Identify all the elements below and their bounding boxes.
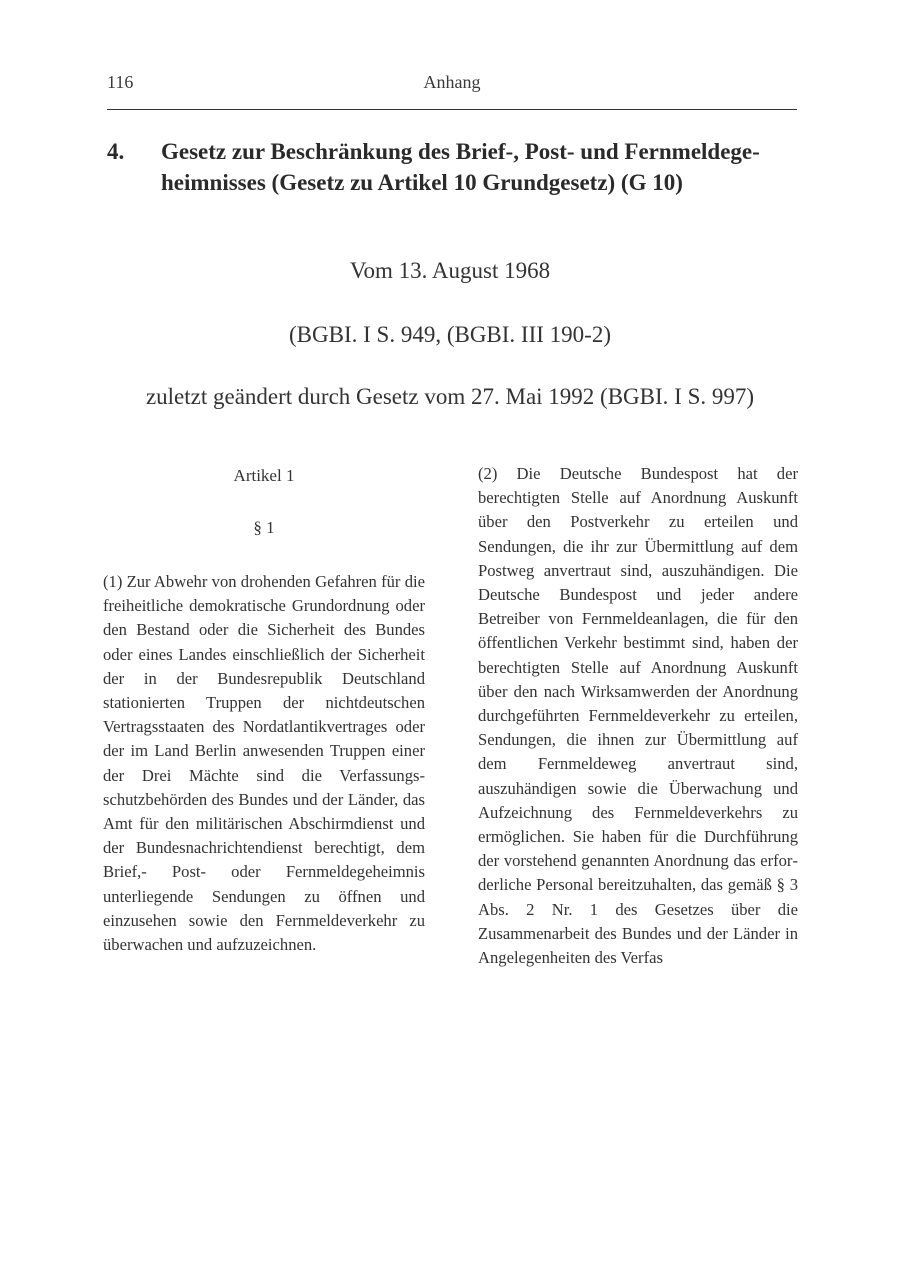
left-column — [103, 462, 425, 957]
page-header — [107, 72, 797, 100]
article-heading: Artikel 1 — [233, 466, 295, 485]
paragraph-1: (1) Zur Abwehr von drohenden Gefahren für die freiheitliche demokratische Grundordnung oder den Bestand oder die Sicherheit des Bundes oder eines Landes einschließlich der Sicherheit der in der Bundesrepublik Deutschland stationierten Truppen der nichtdeutschen Vertragsstaaten des Nordatlantikvertrages oder der im Land Berlin anwesenden Truppen einer der Drei Mächte sind die Verfassungsschutzbehörden des Bundes und der Länder, das Amt für den militärischen Abschirmdienst und der Bundesnachrichtendienst berechtigt, dem Brief,- Post- oder Fernmeldegeheimnis unterliegende Sendungen zu öffnen und einzusehen sowie den Fernmeldeverkehr zu überwachen und aufzuzeichnen. — [103, 572, 425, 955]
law-amendment-note: zuletzt geändert durch Gesetz vom 27. Mai 1992 (BGBI. I S. 997) — [145, 384, 755, 409]
running-title: Anhang — [423, 72, 481, 92]
section-number: 4. — [107, 139, 125, 164]
paragraph-2: (2) Die Deutsche Bundespost hat der berechtigten Stelle auf Anordnung Auskunft über den Postverkehr zu erteilen und Sendungen, die ihr zur Übermittlung auf dem Postweg anvertraut sind, auszuhändigen. Die Deutsche Bundespost und jeder andere Betreiber von Fernmeldeanlagen, die für den öffentlichen Verkehr bestimmt sind, haben der berechtigten Stelle auf Anordnung Auskunft über den nach Wirksamwerden der Anordnung durchgeführten Fernmeldeverkehr zu erteilen, Sendungen, die ihnen zur Übermittlung auf dem Fernmeldeweg anvertraut sind, auszuhändigen sowie die Überwachung und Aufzeichnung des Fernmeldeverkehrs zu ermöglichen. Sie haben für die Durchführung der vorstehend genannten Anordnung das erforderliche Personal bereitzuhalten, das gemäß § 3 Abs. 2 Nr. 1 des Gesetzes über die Zusammenarbeit des Bundes und der Länder in Angelegenheiten des Verfas — [478, 464, 798, 968]
law-title-text: Gesetz zur Beschränkung des Brief-, Post- und Fernmeldegeheimnisses (Gesetz zu Artikel 10 Grundgesetz) (G 10) — [161, 139, 760, 195]
header-rule — [107, 109, 797, 110]
right-column — [478, 462, 798, 970]
law-gazette-reference: (BGBI. I S. 949, (BGBI. III 190-2) — [289, 322, 611, 347]
page-number: 116 — [107, 72, 134, 92]
law-date: Vom 13. August 1968 — [349, 258, 551, 283]
section-sign: § 1 — [253, 518, 275, 537]
